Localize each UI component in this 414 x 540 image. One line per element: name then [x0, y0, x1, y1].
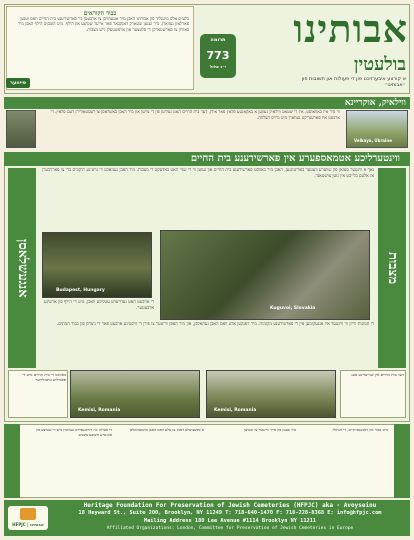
intro-text: בלע״ס אלס מיטגליד פון אבותינו האבן מיר אנגעהויבן צו ארבעטן ביי פארשידענע בית החיים וואס זענען פארלאזן געווארן. מיר זענען שטארק דאנקבאר פאר אייער שטיצע און הילף. מיט השם׳ס הילף האבן מיר באוויזן צו פארשטארקן די פלעצער און אויפשטעלן נייע מצבות. [17, 17, 189, 33]
side-banner-left-text: אנגעשלאסן [15, 238, 30, 298]
intro-heading: כבוד הקוראים [83, 10, 117, 17]
footer-affiliates: Affiliated Organizations: London, Committee for Preservation of Jewish Cemeteries in Europe [106, 526, 354, 531]
section1-title: ווילאיק, אוקריינא [344, 98, 406, 108]
thanks-column-4: מיט כבוד און דאנקבארקייט, די הנהלה [332, 428, 388, 432]
photo-budapest-caption: Budapest, Hungary [56, 288, 105, 293]
row-left-text: באזוכט די בית החיים מיט די פאמיליע מיטגלידער [22, 372, 66, 382]
thanks-side-right [394, 424, 410, 498]
section2-title: ווינטערליכע אטמאספערע אין פארשידענע בית החיים [190, 153, 400, 164]
intro-box [6, 6, 194, 90]
thanks-column-1: די פעולה איז דורכגעפירט געווארן מיט די שטיצע פון אונזערע חשובע נדבנים [36, 428, 112, 437]
photo-kemisi-1-caption: Kemisi, Romania [78, 408, 121, 413]
masthead-tagline: א קורצע איבערזיכט פון די פעולות און תשובות פון ״אבותינו״ [301, 76, 406, 88]
issue-number: 773 [206, 49, 230, 62]
photo-kuguvoi-caption: Kuguvoi, Slovakia [270, 306, 316, 311]
issue-label: תרומה [210, 37, 226, 43]
side-banner-right-text: מצבות [385, 251, 400, 285]
section2-text-mid: די ארבעט האט געדויערט עטליכע וואכן, מיט די הילף פון ארטיגע ארבעטער. [44, 300, 154, 311]
thanks-column-3: מיר בעטן פון אייך ווייטער צו שטיצן [244, 428, 296, 432]
row-right-text: דער בית החיים אין שנייעדיגע טעג [351, 372, 404, 377]
masthead-subtitle: בולעטין [353, 54, 406, 75]
photo-kemisi-2-caption: Kemisi, Romania [214, 408, 257, 413]
footer-org-name: Heritage Foundation For Preservation of Jewish Cemeteries (HFPJC) aka - Avoyseinu [83, 502, 377, 509]
section2-text-bottom: די תמונות ווייזן ווי ווינטער איז אנגעקומען אין די פארשידענע מקומות. מיר דאנקען אלע וואס האבן געהאלפן, און מיר האפן ווייטער צו פירן די וויכטיגע ארבעט פאר די ניצחון פון כבוד המתים. [56, 322, 374, 327]
thanks-column-2: א ספעציעלע דאנק צו אלע וואס האבן מיטגעהאלפן [129, 428, 204, 432]
section1-photo-caption: Velkaya, Ukraine [354, 138, 392, 143]
section1-text: ווי מיר איז באוואוסט, איז די שטאט ווילאיק געווען א באקאנטע פלאץ פאר אידן. דער בית החיים האט געליטן פון די צייטן און מיר האבן באשלאסן צו רעסטאורירן דעם פלאץ. די ארבעט איז פארענדיקט געווארן מיט גרויס הצלחה. [50, 110, 340, 121]
issue-badge [200, 34, 236, 78]
section2-text-top: נאך א ווינטער סעזאן פון שווערע וועטער באדינגונגען, האבן מיר באזוכט פארשידענע בית החיים און געזען ווי די שניי האט באדעקט די מצבות. מיר האבן געמאכט די נויטיגע תיקונים כדי צו פארזיכערן אז אלעס בלייבט אין גוטן צושטאנד. [42, 168, 374, 179]
footer-logo-label: HFPJC | אבותינו [12, 522, 44, 527]
section1-photo-left [6, 110, 36, 148]
issue-date: י״ג אלול [209, 64, 227, 69]
fav-tag: פייווער [6, 78, 30, 88]
footer-contact: 18 Heyward St., Suite 200, Brooklyn, NY 11249 T: 718-640-1470 F: 718-228-8368 E: info@hfpjc.com [78, 510, 382, 516]
footer-mailing-address: Mailing Address 180 Lee Avenue #1114 Brooklyn NY 11211 [143, 518, 317, 524]
masthead-title: אבותינו [293, 6, 408, 51]
thanks-side-left [4, 424, 20, 498]
footer-logo-icon [20, 508, 36, 520]
